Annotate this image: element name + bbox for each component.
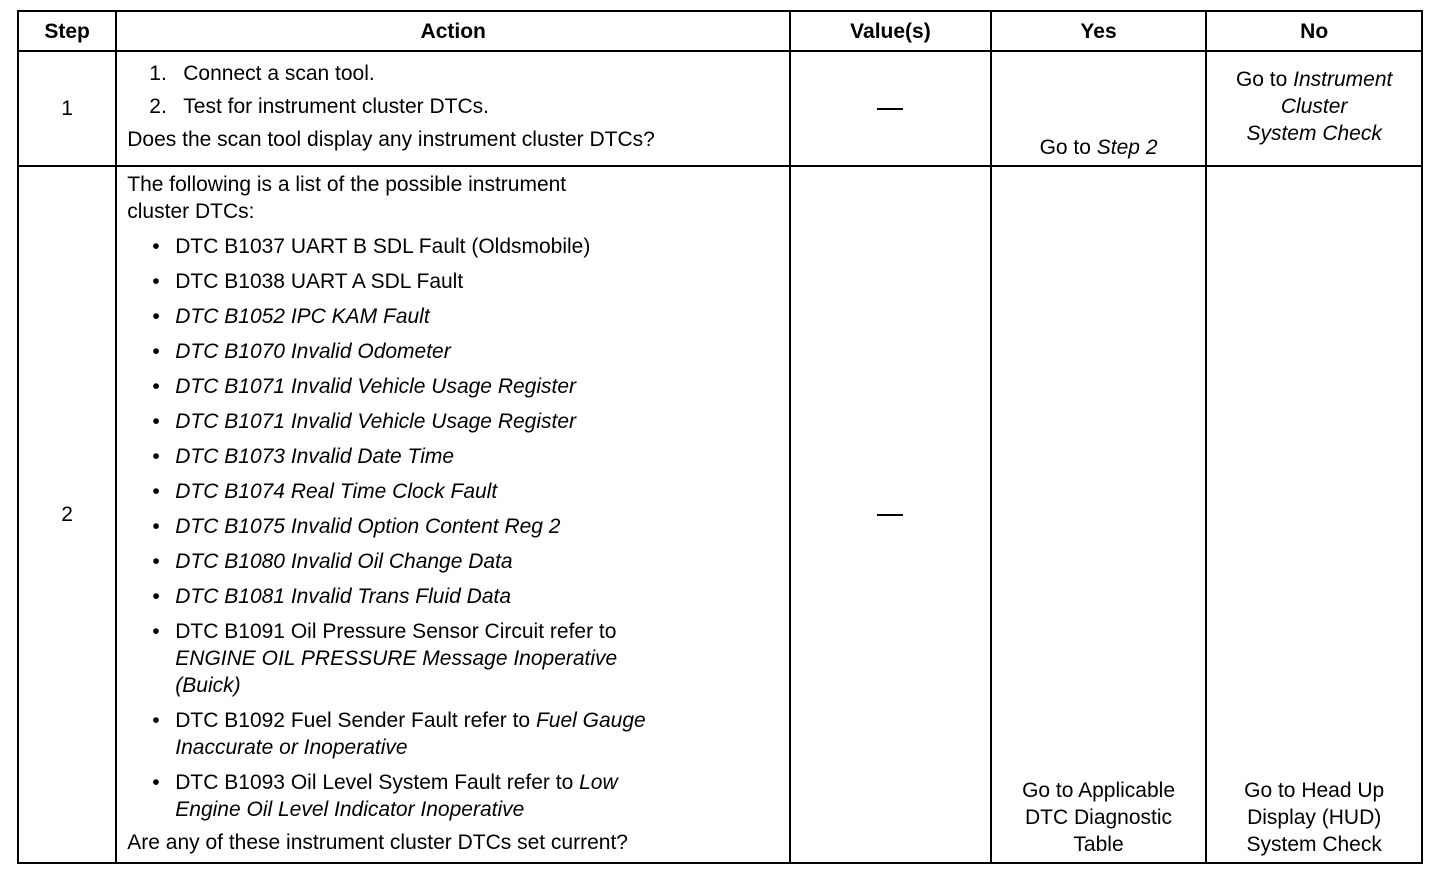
value-cell	[790, 166, 991, 863]
header-row	[18, 11, 1422, 51]
list-item[interactable]: • DTC B1074 Real Time Clock Fault	[127, 478, 781, 505]
table-row-step-1	[18, 51, 1422, 166]
list-item[interactable]: • DTC B1073 Invalid Date Time	[127, 443, 781, 470]
header-step: Step	[18, 11, 116, 51]
dtc-list	[127, 233, 781, 823]
ref-link[interactable]: Engine Oil Level Indicator Inoperative	[175, 798, 525, 821]
numbered-list	[127, 60, 781, 120]
yes-cell: Go to Applicable DTC Diagnostic Table	[991, 166, 1207, 863]
list-item[interactable]: • DTC B1070 Invalid Odometer	[127, 338, 781, 365]
list-item: 2. Test for instrument cluster DTCs.	[149, 95, 490, 118]
list-item: 1. Connect a scan tool.	[149, 62, 375, 85]
action-question: Are any of these instrument cluster DTCs set current?	[127, 831, 628, 854]
action-intro: The following is a list of the possible instrument cluster DTCs:	[127, 173, 567, 223]
header-yes: Yes	[991, 11, 1207, 51]
table-row-step-2	[18, 166, 1422, 863]
dash-mark	[877, 108, 903, 110]
list-item[interactable]: • DTC B1071 Invalid Vehicle Usage Register	[127, 373, 781, 400]
no-cell: Go to Instrument Cluster System Check	[1206, 51, 1422, 166]
value-cell	[790, 51, 991, 166]
ref-link[interactable]: ENGINE OIL PRESSURE Message Inoperative	[175, 647, 618, 670]
header-values: Value(s)	[790, 11, 991, 51]
no-cell: Go to Head Up Display (HUD) System Check	[1206, 166, 1422, 863]
ref-link[interactable]: (Buick)	[175, 674, 241, 697]
applicable-dtc-link[interactable]: Go to Applicable	[1022, 779, 1175, 802]
yes-cell: Go to Step 2	[991, 51, 1207, 166]
step-number: 2	[18, 166, 116, 863]
instrument-cluster-link[interactable]: Instrument	[1293, 68, 1393, 91]
list-item[interactable]: • DTC B1081 Invalid Trans Fluid Data	[127, 583, 781, 610]
list-item[interactable]: • DTC B1052 IPC KAM Fault	[127, 303, 781, 330]
action-cell	[116, 51, 790, 166]
list-item: • DTC B1093 Oil Level System Fault refer to Low Engine Oil Level Indicator Inoperative	[127, 769, 781, 823]
step-2-link[interactable]: Step 2	[1096, 136, 1158, 159]
hud-system-check-link[interactable]: Go to Head Up	[1244, 779, 1385, 802]
dash-mark	[877, 514, 903, 516]
ref-link[interactable]: Inaccurate or Inoperative	[175, 736, 408, 759]
list-item[interactable]: • DTC B1071 Invalid Vehicle Usage Register	[127, 408, 781, 435]
header-action: Action	[116, 11, 790, 51]
ref-link[interactable]: Fuel Gauge	[535, 709, 646, 732]
step-number: 1	[18, 51, 116, 166]
ref-link[interactable]: Low	[579, 771, 618, 794]
action-cell	[116, 166, 790, 863]
list-item: • DTC B1091 Oil Pressure Sensor Circuit refer to ENGINE OIL PRESSURE Message Inoperative (Buick)	[127, 618, 781, 699]
list-item[interactable]: • DTC B1075 Invalid Option Content Reg 2	[127, 513, 781, 540]
action-question: Does the scan tool display any instrument cluster DTCs?	[127, 128, 655, 151]
list-item[interactable]: • DTC B1080 Invalid Oil Change Data	[127, 548, 781, 575]
list-item: • DTC B1038 UART A SDL Fault	[127, 268, 781, 295]
list-item: • DTC B1037 UART B SDL Fault (Oldsmobile)	[127, 233, 781, 260]
list-item: • DTC B1092 Fuel Sender Fault refer to Fuel Gauge Inaccurate or Inoperative	[127, 707, 781, 761]
header-no: No	[1206, 11, 1422, 51]
diagnostic-table	[17, 10, 1423, 864]
